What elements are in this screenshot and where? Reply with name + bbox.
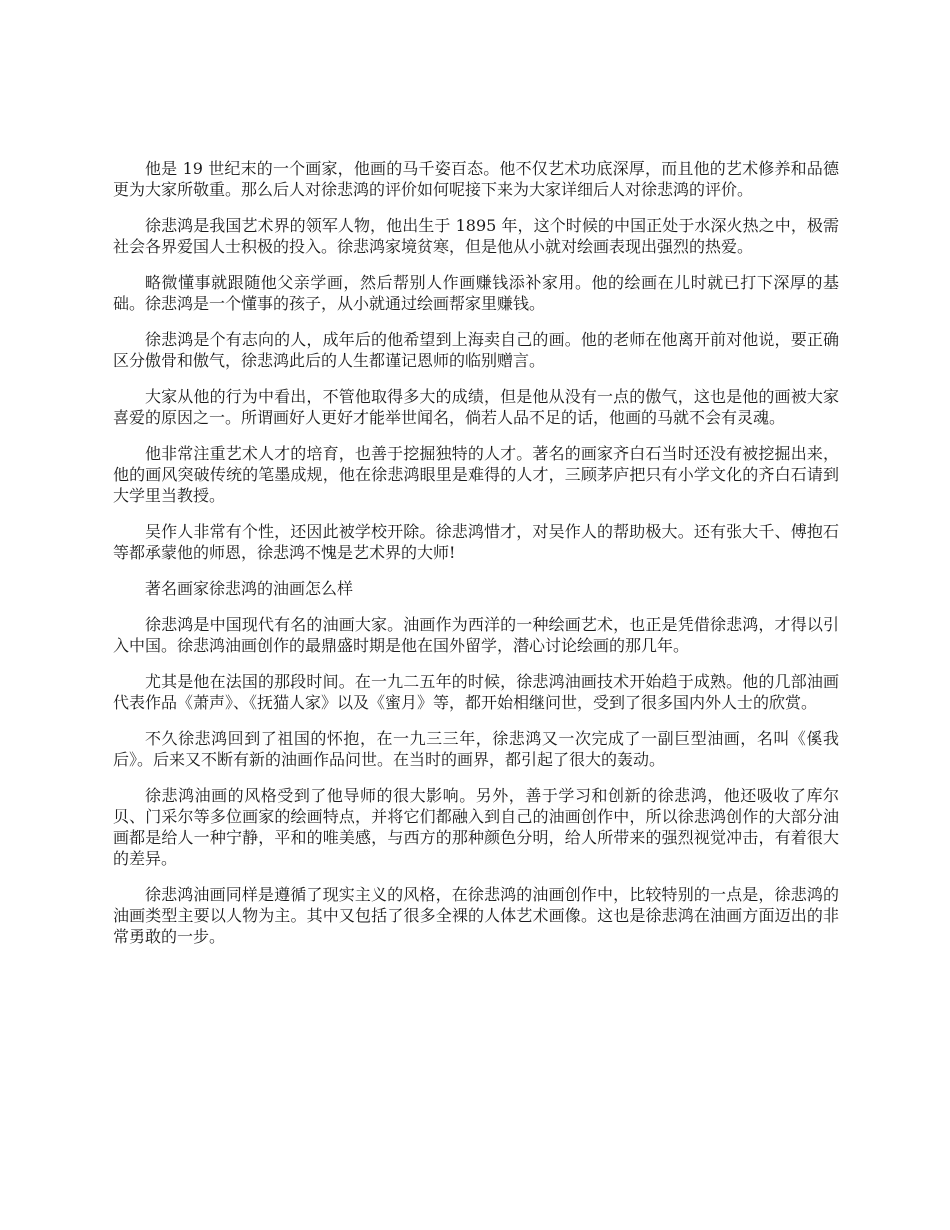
- paragraph-5: 大家从他的行为中看出，不管他取得多大的成绩，但是他从没有一点的傲气，这也是他的画被大家喜爱的原因之一。所谓画好人更好才能举世闻名，倘若人品不足的话，他画的马就不会有灵魂。: [113, 387, 839, 427]
- paragraph-10: 不久徐悲鸿回到了祖国的怀抱，在一九三三年，徐悲鸿又一次完成了一副巨型油画，名叫《傒我后》。后来又不断有新的油画作品问世。在当时的画界，都引起了很大的轰动。: [113, 729, 839, 769]
- paragraph-8: 徐悲鸿是中国现代有名的油画大家。油画作为西洋的一种绘画艺术，也正是凭借徐悲鸿，才得以引入中国。徐悲鸿油画创作的最鼎盛时期是他在国外留学，潜心讨论绘画的那几年。: [113, 615, 839, 655]
- section-heading: 著名画家徐悲鸿的油画怎么样: [145, 579, 354, 598]
- paragraph-3: 略微懂事就跟随他父亲学画，然后帮别人作画赚钱添补家用。他的绘画在儿时就已打下深厚的基础。徐悲鸿是一个懂事的孩子，从小就通过绘画帮家里赚钱。: [113, 273, 839, 313]
- paragraph-2: 徐悲鸿是我国艺术界的领军人物，他出生于 1895 年，这个时候的中国正处于水深火热之中，极需社会各界爱国人士积极的投入。徐悲鸿家境贫寒，但是他从小就对绘画表现出强烈的热爱。: [113, 216, 839, 256]
- document-body: [113, 158, 839, 962]
- paragraph-11: 徐悲鸿油画的风格受到了他导师的很大影响。另外，善于学习和创新的徐悲鸿，他还吸收了库尔贝、门采尔等多位画家的绘画特点，并将它们都融入到自己的油画创作中，所以徐悲鸿创作的大部分油画都是给人一种宁静，平和的唯美感，与西方的那种颜色分明，给人所带来的强烈视觉冲击，有着很大的差异。: [113, 786, 839, 868]
- paragraph-4: 徐悲鸿是个有志向的人，成年后的他希望到上海卖自己的画。他的老师在他离开前对他说，要正确区分傲骨和傲气，徐悲鸿此后的人生都谨记恩师的临别赠言。: [113, 330, 839, 370]
- paragraph-7: 吴作人非常有个性，还因此被学校开除。徐悲鸿惜才，对吴作人的帮助极大。还有张大千、傅抱石等都承蒙他的师恩，徐悲鸿不愧是艺术界的大师!: [113, 522, 839, 562]
- paragraph-12: 徐悲鸿油画同样是遵循了现实主义的风格，在徐悲鸿的油画创作中，比较特别的一点是，徐悲鸿的油画类型主要以人物为主。其中又包括了很多全裸的人体艺术画像。这也是徐悲鸿在油画方面迈出的非常勇敢的一步。: [113, 885, 839, 946]
- paragraph-1: 他是 19 世纪末的一个画家，他画的马千姿百态。他不仅艺术功底深厚，而且他的艺术修养和品德更为大家所敬重。那么后人对徐悲鸿的评价如何呢接下来为大家详细后人对徐悲鸿的评价。: [113, 159, 839, 199]
- paragraph-6: 他非常注重艺术人才的培育，也善于挖掘独特的人才。著名的画家齐白石当时还没有被挖掘出来，他的画风突破传统的笔墨成规，他在徐悲鸿眼里是难得的人才，三顾茅庐把只有小学文化的齐白石请到大学里当教授。: [113, 444, 839, 505]
- paragraph-9: 尤其是他在法国的那段时间。在一九二五年的时候，徐悲鸿油画技术开始趋于成熟。他的几部油画代表作品《萧声》、《抚猫人家》以及《蜜月》等，都开始相继问世，受到了很多国内外人士的欣赏。: [113, 672, 839, 712]
